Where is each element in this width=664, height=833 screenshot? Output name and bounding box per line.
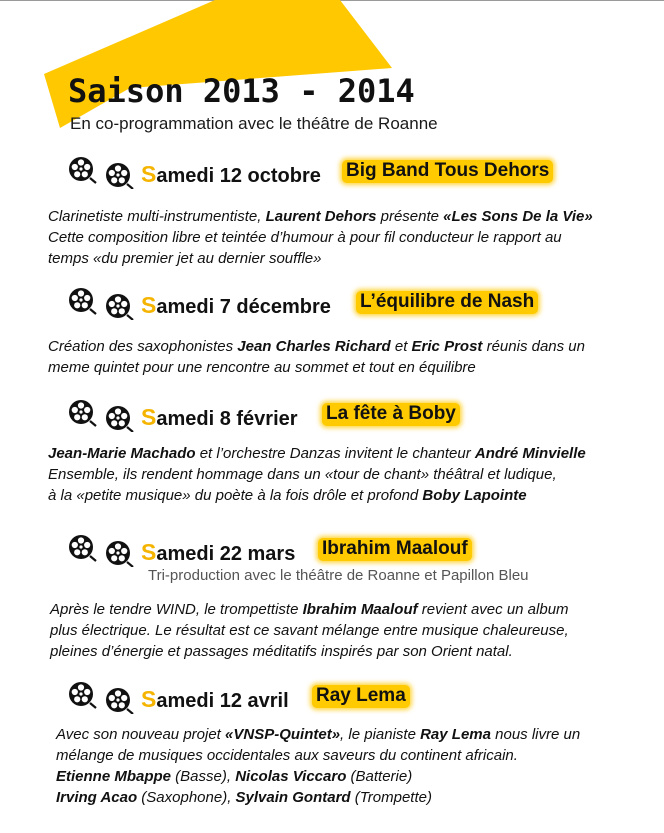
event-title: L’équilibre de Nash [356,291,538,314]
yellow-banner [0,0,400,130]
event-description: Création des saxophonistes Jean Charles Richard et Eric Prost réunis dans un meme quintet pour une rencontre au sommet et tout en équilibre [48,338,585,376]
event-title: Ibrahim Maalouf [318,538,472,561]
film-reels [66,533,134,567]
film-reel-icon [106,294,133,320]
film-reels [66,286,134,320]
film-reels [66,680,134,714]
film-reel-icon [69,157,96,183]
event-date: Samedi 12 avril [141,686,289,712]
event-subline: Tri-production avec le théâtre de Roanne et Papillon Bleu [148,567,529,584]
event-header [66,286,586,320]
event-description: Jean-Marie Machado et l’orchestre Danzas invitent le chanteur André Minvielle Ensemble, ils rendent hommage dans un «tour de chant» théâtral et ludique, à la «petite musique» du poète à la fois drôle et profond Boby Lapointe [48,445,586,504]
event-description: Clarinetiste multi-instrumentiste, Laurent Dehors présente «Les Sons De la Vie» Cette composition libre et teintée d’humour à pour fil conducteur le rapport au temps «du premier jet au dernier souffle» [48,208,593,267]
event-description: Avec son nouveau projet «VNSP-Quintet», le pianiste Ray Lema nous livre un mélange de musiques occidentales aux saveurs du continent africain. Etienne Mbappe (Basse), Nicolas Viccaro (Batterie) Irving Acao (Saxophone), Sylvain Gontard (Trompette) [56,726,581,806]
event-date: Samedi 8 février [141,404,298,430]
film-reel-icon [69,535,96,561]
page-subtitle: En co-programmation avec le théâtre de Roanne [70,114,438,133]
event-title: La fête à Boby [322,403,460,426]
film-reel-icon [106,541,133,567]
event-header [66,155,586,189]
event-header [66,533,586,567]
film-reel-icon [69,288,96,314]
film-reel-icon [69,400,96,426]
event-description: Après le tendre WIND, le trompettiste Ibrahim Maalouf revient avec un album plus électrique. Le résultat est ce savant mélange entre musique chaleureuse, pleines d’énergie et passages méditatifs inspirés par son Orient natal. [50,601,569,660]
event-title: Big Band Tous Dehors [342,160,553,183]
event-header [66,680,586,714]
event-header [66,398,586,432]
film-reels [66,155,134,189]
film-reel-icon [106,163,133,189]
event-date: Samedi 22 mars [141,539,296,565]
film-reel-icon [106,406,133,432]
event-date: Samedi 12 octobre [141,161,321,187]
film-reel-icon [106,688,133,714]
event-title: Ray Lema [312,685,410,708]
film-reels [66,398,134,432]
film-reel-icon [69,682,96,708]
event-date: Samedi 7 décembre [141,292,331,318]
page-title: Saison 2013 - 2014 [68,72,415,110]
